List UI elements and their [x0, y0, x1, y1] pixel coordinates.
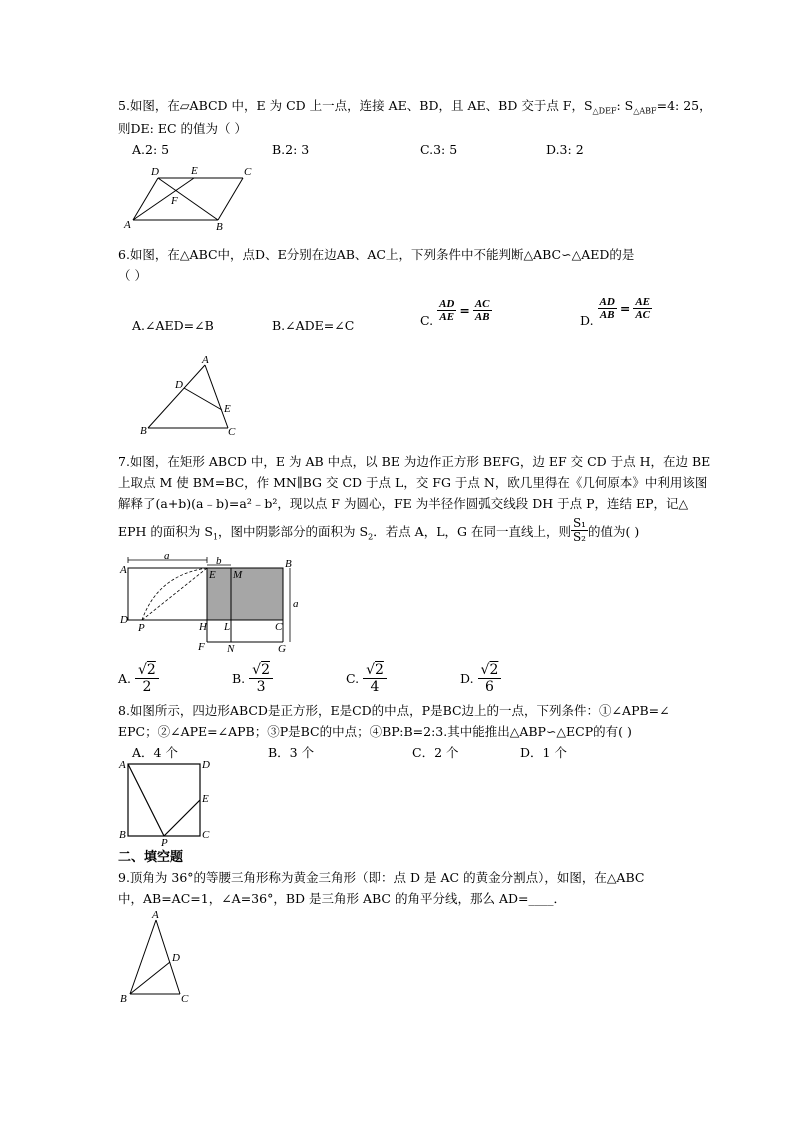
q7-label-a: A [120, 564, 127, 576]
q5-label-d: D [151, 166, 159, 178]
q7-label-a-right: a [293, 598, 299, 610]
q7-s1-s2-fraction: $\frac{\text{S₁}}{\text{S₂}}$ [572, 516, 586, 544]
q7-label-g: G [278, 643, 286, 655]
q7-label-b: b [216, 555, 222, 567]
q6-option-d-frac1: $\frac{AD}{AB}$ [599, 296, 615, 321]
q6-label-c: C [228, 426, 236, 438]
q6-option-a[interactable]: A.∠AED=∠B [132, 318, 214, 333]
q9-label-d: D [172, 952, 180, 964]
q8-label-b: B [119, 829, 126, 841]
q5-line1: 5.如图，在▱ABCD 中，E 为 CD 上一点，连接 AE、BD，且 AE、BD 交于点 F，$S_{\triangle DEF}$: $S_{\triangle ABF}=4$: 25， [118, 98, 712, 116]
q7-label-d: D [120, 614, 128, 626]
q7-label-c: C [275, 621, 283, 633]
q6-label-d: D [175, 379, 183, 391]
q7-option-c[interactable]: C. $\frac{√2}{4}$ [346, 662, 387, 695]
q7-label-p: P [138, 622, 145, 634]
q7-line3: 解释了(a+b)(a﹣b)=a²﹣b²，现以点 F 为圆心，FE 为半径作圆弧交线段 DH 于点 P，连结 EP，记△ [118, 496, 689, 511]
q5-label-b: B [216, 221, 223, 233]
q6-option-c-frac2: $\frac{AC}{AB}$ [474, 298, 490, 323]
q5-option-c[interactable]: C.3: 5 [420, 142, 458, 157]
q5-label-c: C [244, 166, 252, 178]
q6-label-a: A [202, 354, 209, 366]
q7-label-n: N [227, 643, 235, 655]
q5-option-d[interactable]: D.3: 2 [546, 142, 584, 157]
q5-label-f: F [171, 195, 178, 207]
q7-label-h: H [199, 621, 207, 633]
q7-label-m: M [233, 569, 243, 581]
q5-option-b[interactable]: B.2: 3 [272, 142, 310, 157]
q8-option-b[interactable]: B．3 个 [268, 745, 315, 760]
q6-option-c[interactable]: C. $\frac{AD}{AE}$ = $\frac{AC}{AB}$ [420, 298, 490, 328]
q6-option-b[interactable]: B.∠ADE=∠C [272, 318, 355, 333]
q6-label-b: B [140, 425, 147, 437]
q5-parallelogram-figure [118, 160, 258, 235]
q8-option-c[interactable]: C．2 个 [412, 745, 459, 760]
q7-line1: 7.如图，在矩形 ABCD 中，E 为 AB 中点，以 BE 为边作正方形 BEFG，边 EF 交 CD 于点 H，在边 BE [118, 454, 711, 469]
q7-label-l: L [224, 621, 231, 633]
q9-line2: 中，AB=AC=1，∠A=36°，BD 是三角形 ABC 的角平分线，那么 AD=____． [118, 891, 566, 906]
q8-option-d[interactable]: D．1 个 [520, 745, 567, 760]
q8-option-a[interactable]: A．4 个 [132, 745, 178, 760]
section-heading-fill-in: 二、填空题 [118, 850, 184, 865]
q8-label-a: A [119, 759, 126, 771]
q7-line2: 上取点 M 使 BM=BC，作 MN∥BG 交 CD 于点 L，交 FG 于点 N，欧几里得在《几何原本》中利用该图 [118, 475, 708, 490]
q7-option-a[interactable]: A. $\frac{√2}{2}$ [118, 662, 159, 695]
q9-golden-triangle-figure [118, 910, 203, 1010]
q5-option-a[interactable]: A.2: 5 [132, 142, 170, 157]
q6-option-d[interactable]: D. $\frac{AD}{AB}$ = $\frac{AE}{AC}$ [580, 296, 650, 328]
q7-label-e: E [209, 569, 216, 581]
q6-line1: 6.如图，在△ABC中，点D、E分别在边AB、AC上，下列条件中不能判断△ABC∽△AED的是 [118, 247, 635, 262]
q8-label-p: P [161, 837, 168, 849]
q6-option-c-frac1: $\frac{AD}{AE}$ [439, 298, 455, 323]
q7-label-a-top: a [164, 550, 170, 562]
q9-label-c: C [181, 993, 189, 1005]
q6-label-e: E [224, 403, 231, 415]
q9-line1: 9.顶角为 36°的等腰三角形称为黄金三角形（即：点 D 是 AC 的黄金分割点），如图，在△ABC [118, 870, 645, 885]
q7-rectangle-figure [118, 550, 303, 655]
q6-option-c-prefix: C. [420, 313, 434, 328]
q7-option-b[interactable]: B. $\frac{√2}{3}$ [232, 662, 273, 695]
q5-label-a: A [124, 219, 131, 231]
q6-option-d-prefix: D. [580, 313, 594, 328]
q9-label-b: B [120, 993, 127, 1005]
q6-triangle-figure [140, 355, 250, 440]
q9-label-a: A [152, 909, 159, 921]
q6-option-d-frac2: $\frac{AE}{AC}$ [635, 296, 650, 321]
q6-line2: （ ） [118, 268, 147, 283]
q7-option-d[interactable]: D. $\frac{√2}{6}$ [460, 662, 501, 695]
q8-label-d: D [202, 759, 210, 771]
q8-line1: 8.如图所示，四边形ABCD是正方形，E是CD的中点，P是BC边上的一点，下列条件：①∠APB=∠ [118, 703, 670, 718]
q7-line4: EPH 的面积为 $S_1$，图中阴影部分的面积为 $S_2$．若点 A，L，G 在同一直线上，则 $\frac{\text{S₁}}{\text{S₂}}$ 的值为( ) [118, 516, 640, 544]
q7-label-f: F [198, 641, 205, 653]
q8-square-figure [118, 758, 218, 849]
q5-label-e: E [191, 165, 198, 177]
q8-label-e: E [202, 793, 209, 805]
q8-label-c: C [202, 829, 210, 841]
q8-line2: EPC；②∠APE=∠APB；③P是BC的中点；④BP:B=2:3.其中能推出△ABP∽△ECP的有( ) [118, 724, 632, 739]
q7-label-b-corner: B [285, 558, 292, 570]
q5-line2: 则DE: EC 的值为（ ） [118, 121, 247, 136]
